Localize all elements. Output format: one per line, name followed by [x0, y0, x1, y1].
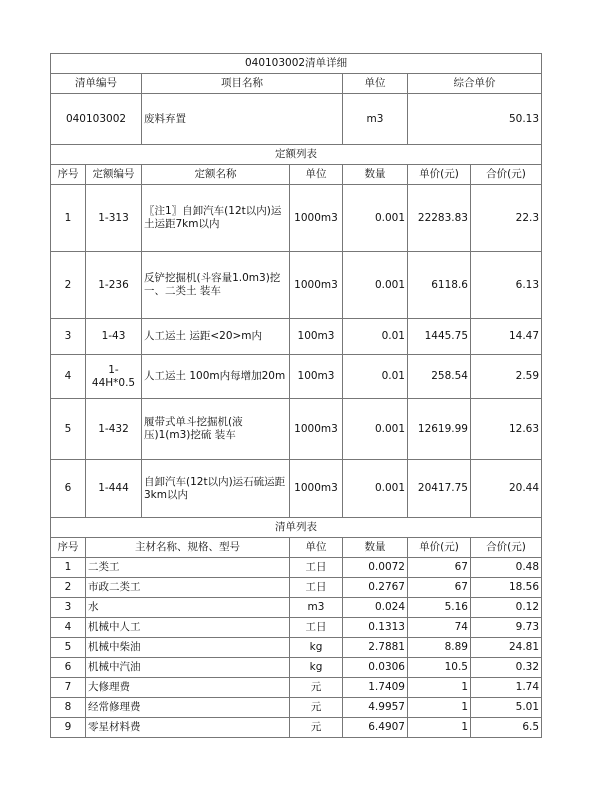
quota-qty: 0.001: [343, 460, 408, 518]
quota-unit: 100m3: [290, 319, 343, 355]
quota-row: [51, 399, 542, 460]
material-price: 74: [408, 618, 471, 638]
quota-total: 6.13: [471, 252, 542, 319]
quota-qty: 0.001: [343, 252, 408, 319]
material-price: 5.16: [408, 598, 471, 618]
material-no: 2: [51, 578, 86, 598]
quota-section-row: [51, 145, 542, 165]
material-name: 大修理费: [86, 678, 290, 698]
title-row: [51, 54, 542, 74]
col-price-header: 综合单价: [408, 74, 542, 94]
quota-total: 12.63: [471, 399, 542, 460]
material-total: 24.81: [471, 638, 542, 658]
materials-col-total: 合价(元): [471, 538, 542, 558]
material-price: 8.89: [408, 638, 471, 658]
quota-price: 6118.6: [408, 252, 471, 319]
material-unit: 元: [290, 698, 343, 718]
quota-columns-row: [51, 165, 542, 185]
materials-col-qty: 数量: [343, 538, 408, 558]
quota-row: [51, 319, 542, 355]
material-qty: 0.2767: [343, 578, 408, 598]
material-no: 1: [51, 558, 86, 578]
material-row: [51, 678, 542, 698]
materials-col-name: 主材名称、规格、型号: [86, 538, 290, 558]
material-total: 6.5: [471, 718, 542, 738]
material-unit: kg: [290, 638, 343, 658]
material-total: 1.74: [471, 678, 542, 698]
quota-row: [51, 252, 542, 319]
material-total: 18.56: [471, 578, 542, 598]
detail-table: [50, 53, 542, 738]
quota-unit: 1000m3: [290, 252, 343, 319]
item-unit: m3: [343, 94, 408, 145]
material-total: 0.32: [471, 658, 542, 678]
material-no: 4: [51, 618, 86, 638]
material-row: [51, 578, 542, 598]
page-title: 040103002清单详细: [51, 54, 542, 74]
quota-price: 258.54: [408, 355, 471, 399]
material-unit: 工日: [290, 578, 343, 598]
material-row: [51, 618, 542, 638]
material-unit: 工日: [290, 558, 343, 578]
material-qty: 2.7881: [343, 638, 408, 658]
quota-total: 20.44: [471, 460, 542, 518]
quota-total: 14.47: [471, 319, 542, 355]
quota-qty: 0.001: [343, 399, 408, 460]
material-price: 1: [408, 718, 471, 738]
quota-price: 1445.75: [408, 319, 471, 355]
quota-name: 人工运土 100m内每增加20m: [142, 355, 290, 399]
header-columns-row: [51, 74, 542, 94]
col-code-header: 清单编号: [51, 74, 142, 94]
quota-price: 12619.99: [408, 399, 471, 460]
quota-total: 2.59: [471, 355, 542, 399]
quota-qty: 0.01: [343, 319, 408, 355]
material-total: 0.48: [471, 558, 542, 578]
material-row: [51, 718, 542, 738]
material-unit: kg: [290, 658, 343, 678]
quota-row: [51, 460, 542, 518]
quota-section-title: 定额列表: [51, 145, 542, 165]
item-code: 040103002: [51, 94, 142, 145]
materials-columns-row: [51, 538, 542, 558]
material-row: [51, 638, 542, 658]
material-row: [51, 698, 542, 718]
quota-code: 1-236: [86, 252, 142, 319]
header-values-row: [51, 94, 542, 145]
quota-unit: 1000m3: [290, 460, 343, 518]
quota-col-name: 定额名称: [142, 165, 290, 185]
quota-col-code: 定额编号: [86, 165, 142, 185]
quota-unit: 1000m3: [290, 399, 343, 460]
material-name: 机械中人工: [86, 618, 290, 638]
quota-name: 反铲挖掘机(斗容量1.0m3)挖一、二类土 装车: [142, 252, 290, 319]
material-no: 8: [51, 698, 86, 718]
material-unit: m3: [290, 598, 343, 618]
material-unit: 元: [290, 678, 343, 698]
quota-name: 人工运土 运距<20>m内: [142, 319, 290, 355]
quota-qty: 0.001: [343, 185, 408, 252]
materials-section-row: [51, 518, 542, 538]
quota-code: 1-313: [86, 185, 142, 252]
quota-no: 2: [51, 252, 86, 319]
material-qty: 4.9957: [343, 698, 408, 718]
material-name: 市政二类工: [86, 578, 290, 598]
material-name: 经常修理费: [86, 698, 290, 718]
quota-code: 1-43: [86, 319, 142, 355]
material-name: 机械中柴油: [86, 638, 290, 658]
quota-col-total: 合价(元): [471, 165, 542, 185]
quota-unit: 1000m3: [290, 185, 343, 252]
material-total: 5.01: [471, 698, 542, 718]
col-unit-header: 单位: [343, 74, 408, 94]
material-no: 7: [51, 678, 86, 698]
material-price: 10.5: [408, 658, 471, 678]
material-price: 67: [408, 558, 471, 578]
material-name: 水: [86, 598, 290, 618]
material-total: 9.73: [471, 618, 542, 638]
quota-price: 22283.83: [408, 185, 471, 252]
materials-col-unit: 单位: [290, 538, 343, 558]
col-name-header: 项目名称: [142, 74, 343, 94]
materials-col-no: 序号: [51, 538, 86, 558]
material-price: 67: [408, 578, 471, 598]
quota-no: 4: [51, 355, 86, 399]
material-name: 零星材料费: [86, 718, 290, 738]
material-unit: 工日: [290, 618, 343, 638]
quota-no: 3: [51, 319, 86, 355]
material-no: 6: [51, 658, 86, 678]
material-price: 1: [408, 678, 471, 698]
quota-no: 5: [51, 399, 86, 460]
materials-col-price: 单价(元): [408, 538, 471, 558]
material-row: [51, 598, 542, 618]
material-no: 3: [51, 598, 86, 618]
quota-name: 自卸汽车(12t以内)运石硫运距3km以内: [142, 460, 290, 518]
quota-row: [51, 185, 542, 252]
material-price: 1: [408, 698, 471, 718]
material-row: [51, 658, 542, 678]
item-price: 50.13: [408, 94, 542, 145]
quota-no: 1: [51, 185, 86, 252]
quota-name: 〖注1〗自卸汽车(12t以内)运土运距7km以内: [142, 185, 290, 252]
material-qty: 0.0306: [343, 658, 408, 678]
material-qty: 1.7409: [343, 678, 408, 698]
material-name: 机械中汽油: [86, 658, 290, 678]
quota-qty: 0.01: [343, 355, 408, 399]
quota-unit: 100m3: [290, 355, 343, 399]
quota-col-unit: 单位: [290, 165, 343, 185]
material-unit: 元: [290, 718, 343, 738]
quota-col-price: 单价(元): [408, 165, 471, 185]
quota-name: 履带式单斗挖掘机(液压)1(m3)挖硫 装车: [142, 399, 290, 460]
quota-code: 1-444: [86, 460, 142, 518]
quota-code: 1-44H*0.5: [86, 355, 142, 399]
quota-col-no: 序号: [51, 165, 86, 185]
item-name: 废料弃置: [142, 94, 343, 145]
quota-code: 1-432: [86, 399, 142, 460]
material-qty: 0.0072: [343, 558, 408, 578]
quota-row: [51, 355, 542, 399]
material-no: 9: [51, 718, 86, 738]
quota-no: 6: [51, 460, 86, 518]
materials-section-title: 清单列表: [51, 518, 542, 538]
material-total: 0.12: [471, 598, 542, 618]
material-qty: 0.024: [343, 598, 408, 618]
quota-col-qty: 数量: [343, 165, 408, 185]
material-qty: 0.1313: [343, 618, 408, 638]
material-no: 5: [51, 638, 86, 658]
material-name: 二类工: [86, 558, 290, 578]
material-row: [51, 558, 542, 578]
quota-total: 22.3: [471, 185, 542, 252]
material-qty: 6.4907: [343, 718, 408, 738]
quota-price: 20417.75: [408, 460, 471, 518]
